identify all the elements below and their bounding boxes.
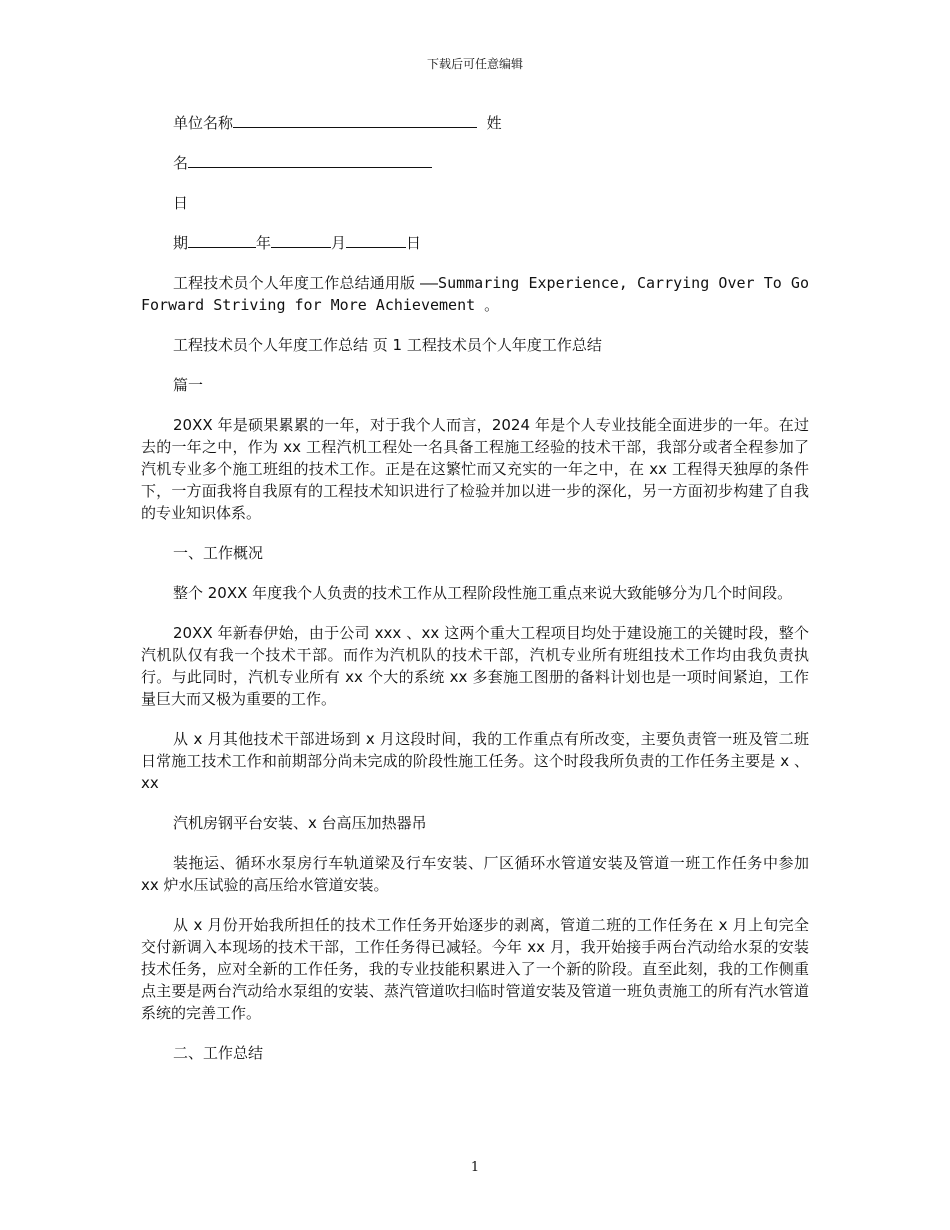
day-blank (346, 233, 406, 248)
unit-name-label: 单位名称 (173, 114, 234, 132)
paragraph-1: 20XX 年是硕果累累的一年，对于我个人而言，2024 年是个人专业技能全面进步的一年。在过去的一年之中，作为 xx 工程汽机工程处一名具备工程施工经验的技术干部，我部分或者全程参加了汽机专业多个施工班组的技术工作。正是在这繁忙而又充实的一年之中，在 xx 工程得天独厚的条件下，一方面我将自我原有的工程技术知识进行了检验并加以进一步的深化，另一方面初步构建了自我的专业知识体系。 (141, 416, 809, 522)
title-en: ——Summaring Experience, Carrying Over To Go Forward Striving for More Achievement 。 (141, 274, 809, 314)
document-body (141, 112, 809, 1082)
paragraph-7: 从 x 月份开始我所担任的技术工作任务开始逐步的剥离，管道二班的工作任务在 x 月上旬完全交付新调入本现场的技术干部，工作任务得已减轻。今年 xx 月，我开始接手两台汽动给水泵的安装技术任务，应对全新的工作任务，我的专业技能积累进入了一个新的阶段。直至此刻，我的工作侧重点主要是两台汽动给水泵组的安装、蒸汽管道吹扫临时管道安装及管道一班负责施工的所有汽水管道系统的完善工作。 (141, 916, 809, 1022)
name-label-part1: 姓 (486, 114, 502, 132)
heading-work-summary: 二、工作总结 (173, 1044, 264, 1062)
paragraph-6: 装拖运、循环水泵房行车轨道梁及行车安装、厂区循环水管道安装及管道一班工作任务中参加 xx 炉水压试验的高压给水管道安装。 (141, 854, 809, 894)
paragraph-2: 整个 20XX 年度我个人负责的技术工作从工程阶段性施工重点来说大致能够分为几个时间段。 (173, 584, 793, 602)
name-line (141, 152, 809, 174)
date-label-part1: 日 (173, 194, 189, 212)
unit-name-line (141, 112, 809, 134)
month-label: 月 (331, 234, 347, 252)
name-blank (188, 153, 432, 168)
date-label-line (141, 192, 809, 214)
page-header: 下载后可任意编辑 (426, 57, 523, 71)
day-label: 日 (406, 234, 422, 252)
name-label-part2: 名 (173, 154, 189, 172)
heading-work-overview: 一、工作概况 (173, 544, 264, 562)
page-number: 1 (470, 1160, 480, 1175)
year-label: 年 (256, 234, 272, 252)
subtitle: 工程技术员个人年度工作总结 页 1 工程技术员个人年度工作总结 (173, 336, 602, 354)
year-blank (188, 233, 256, 248)
paragraph-3: 20XX 年新春伊始，由于公司 xxx 、xx 这两个重大工程项目均处于建设施工的关键时段，整个汽机队仅有我一个技术干部。而作为汽机队的技术干部，汽机专业所有班组技术工作均由我负责执行。与此同时，汽机专业所有 xx 个大的系统 xx 多套施工图册的备料计划也是一项时间紧迫，工作量巨大而又极为重要的工作。 (141, 624, 809, 708)
month-blank (271, 233, 331, 248)
title-cn: 工程技术员个人年度工作总结通用版 (173, 274, 416, 292)
date-label-part2: 期 (173, 234, 189, 252)
paragraph-4: 从 x 月其他技术干部进场到 x 月这段时间，我的工作重点有所改变，主要负责管一班及管二班日常施工技术工作和前期部分尚未完成的阶段性施工任务。这个时段我所负责的工作任务主要是 x 、xx (141, 730, 809, 792)
unit-name-blank (233, 113, 477, 128)
document-title (141, 272, 809, 316)
paragraph-5: 汽机房钢平台安装、x 台高压加热器吊 (173, 814, 427, 832)
section-piece: 篇一 (173, 376, 204, 394)
date-line (141, 232, 809, 254)
